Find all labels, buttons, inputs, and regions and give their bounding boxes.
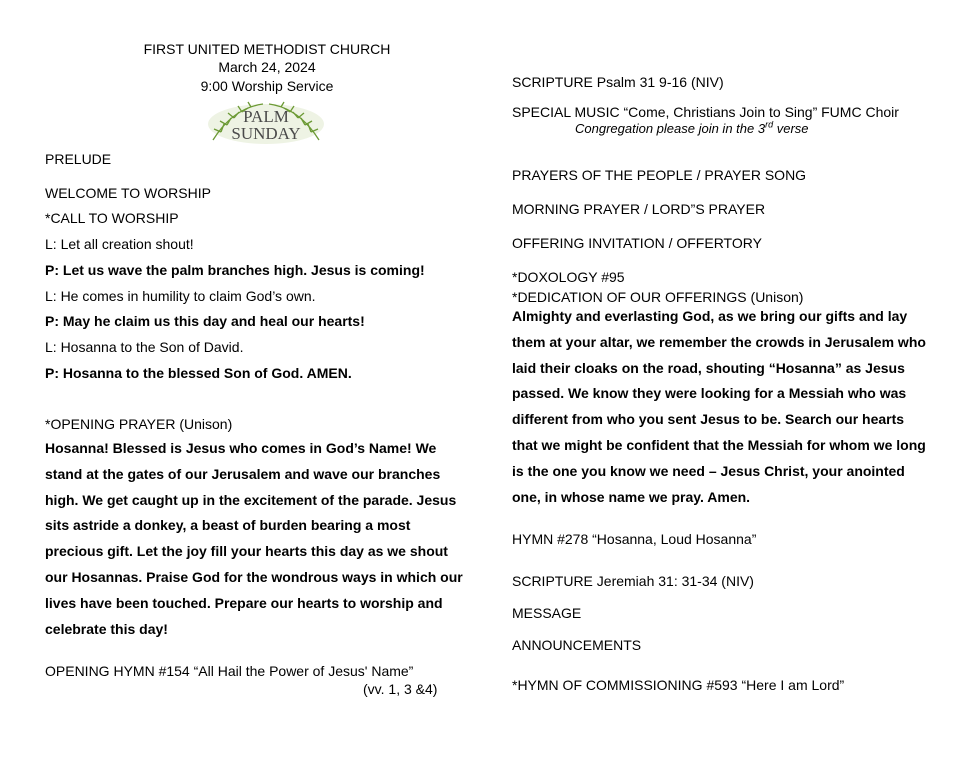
litany-line-people: P: Hosanna to the blessed Son of God. AMEN. bbox=[45, 365, 352, 381]
doxology: *DOXOLOGY #95 bbox=[512, 269, 625, 285]
announcements: ANNOUNCEMENTS bbox=[512, 637, 642, 653]
offering-invitation: OFFERING INVITATION / OFFERTORY bbox=[512, 235, 762, 251]
dedication-line: passed. We know they were looking for a Messiah who was bbox=[512, 385, 907, 402]
church-name: FIRST UNITED METHODIST CHURCH bbox=[143, 41, 391, 57]
opening-hymn: OPENING HYMN #154 “All Hail the Power of Jesus' Name” bbox=[45, 663, 414, 679]
hymn-hosanna: HYMN #278 “Hosanna, Loud Hosanna” bbox=[512, 531, 757, 547]
dedication-line: laid their cloaks on the road, shouting “Hosanna” as Jesus bbox=[512, 359, 905, 376]
prayer-line: Hosanna! Blessed is Jesus who comes in God’s Name! We bbox=[45, 440, 437, 456]
dedication-line: is the one you know we need – Jesus Christ, your anointed bbox=[512, 462, 905, 479]
prayer-line: precious gift. Let the joy fill your hearts this day as we shout bbox=[45, 543, 448, 560]
opening-hymn-verses: (vv. 1, 3 &4) bbox=[363, 681, 438, 697]
litany-line-leader: L: He comes in humility to claim God’s own. bbox=[45, 288, 316, 304]
scripture-jeremiah: SCRIPTURE Jeremiah 31: 31-34 (NIV) bbox=[512, 573, 754, 589]
church-header bbox=[117, 40, 417, 95]
prayer-line: our Hosannas. Praise God for the wondrous ways in which our bbox=[45, 568, 463, 585]
dedication-line: different from who you sent Jesus to be. Search our hearts bbox=[512, 411, 905, 428]
dedication-prayer-text bbox=[512, 304, 926, 510]
dedication-heading: *DEDICATION OF OUR OFFERINGS (Unison) bbox=[512, 289, 804, 305]
dedication-line: one, in whose name we pray. Amen. bbox=[512, 488, 751, 505]
call-to-worship-heading: *CALL TO WORSHIP bbox=[45, 210, 179, 226]
prayer-line: celebrate this day! bbox=[45, 620, 168, 637]
prayer-line: sits astride a donkey, a beast of burden bearing a most bbox=[45, 517, 411, 534]
hymn-of-commissioning: *HYMN OF COMMISSIONING #593 “Here I am Lord” bbox=[512, 677, 845, 693]
opening-prayer-text bbox=[45, 436, 463, 642]
prayer-line: stand at the gates of our Jerusalem and wave our branches bbox=[45, 465, 441, 482]
prayer-line: lives have been touched. Prepare our hearts to worship and bbox=[45, 594, 443, 611]
dedication-line: that we might be confident that the Messiah for whom we long bbox=[512, 436, 926, 453]
litany-line-leader: L: Let all creation shout! bbox=[45, 236, 194, 252]
prayer-line: high. We get caught up in the excitement of the parade. Jesus bbox=[45, 491, 457, 508]
litany-line-leader: L: Hosanna to the Son of David. bbox=[45, 339, 244, 355]
dedication-line: them at your altar, we remember the crowds in Jerusalem who bbox=[512, 333, 926, 350]
opening-prayer-heading: *OPENING PRAYER (Unison) bbox=[45, 416, 233, 432]
prelude: PRELUDE bbox=[45, 151, 112, 167]
welcome-heading: WELCOME TO WORSHIP bbox=[45, 185, 211, 201]
litany-line-people: P: May he claim us this day and heal our hearts! bbox=[45, 313, 365, 329]
prayers-of-the-people: PRAYERS OF THE PEOPLE / PRAYER SONG bbox=[512, 167, 807, 183]
message: MESSAGE bbox=[512, 605, 582, 621]
special-music: SPECIAL MUSIC “Come, Christians Join to Sing” FUMC Choir bbox=[512, 104, 899, 120]
palm-sunday-logo bbox=[205, 100, 327, 146]
svg-text:PALM: PALM bbox=[243, 107, 289, 126]
svg-text:SUNDAY: SUNDAY bbox=[231, 124, 301, 143]
service-time: 9:00 Worship Service bbox=[200, 78, 334, 94]
dedication-line: Almighty and everlasting God, as we bring our gifts and lay bbox=[512, 308, 908, 324]
litany-line-people: P: Let us wave the palm branches high. Jesus is coming! bbox=[45, 262, 425, 278]
special-music-note: Congregation please join in the 3rd verse bbox=[575, 119, 809, 136]
scripture-psalm: SCRIPTURE Psalm 31 9-16 (NIV) bbox=[512, 74, 724, 90]
morning-prayer: MORNING PRAYER / LORD”S PRAYER bbox=[512, 201, 766, 217]
service-date: March 24, 2024 bbox=[218, 59, 316, 75]
